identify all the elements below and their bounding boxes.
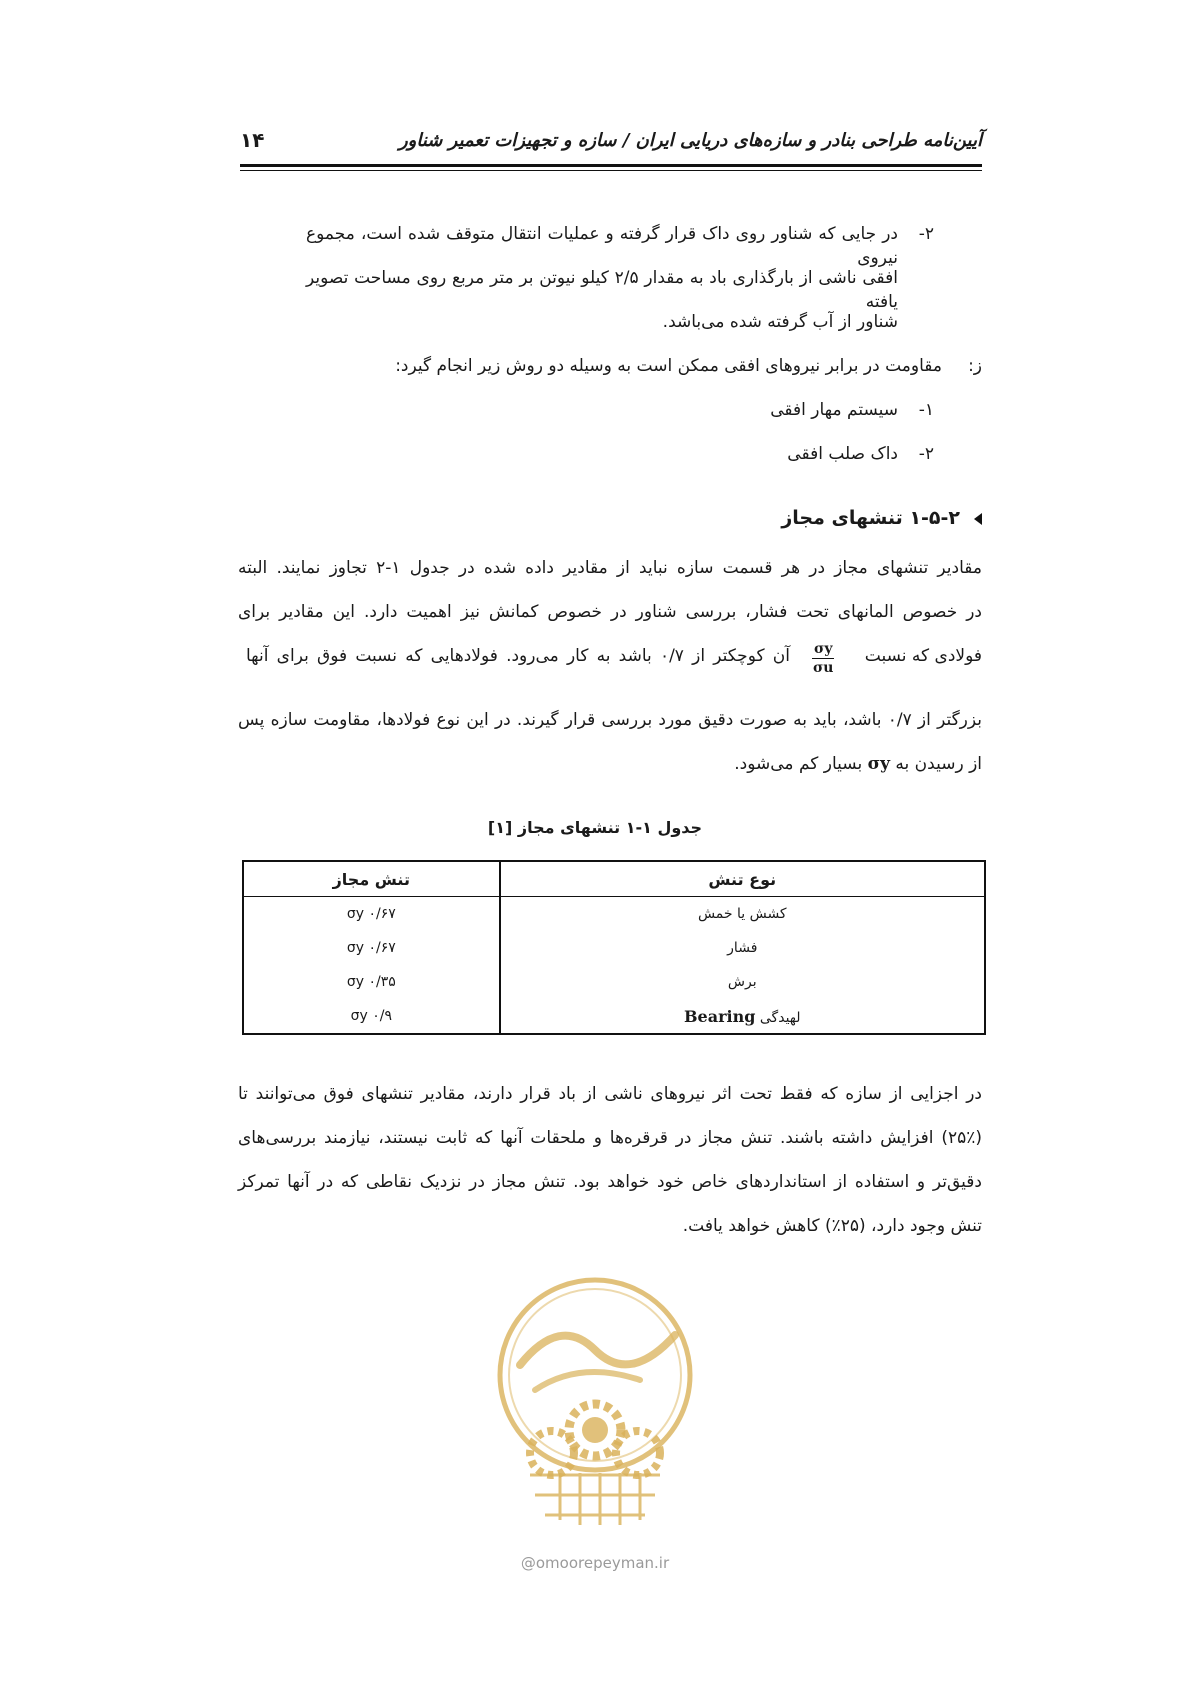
bullet-arrow-icon (974, 513, 982, 525)
cell-allowed-stress: ۰/۹ σy (350, 1008, 392, 1024)
text-line: تنش وجود دارد، (۲۵٪) کاهش خواهد یافت. (682, 1216, 982, 1236)
cell-stress-type: برش (500, 965, 985, 999)
page-header (240, 128, 982, 158)
cell-stress-type: کشش یا خمش (500, 897, 985, 932)
section-title: تنشهای مجاز (781, 507, 903, 529)
cell-stress-type: فشار (500, 931, 985, 965)
text-line: فولادی که نسبت (864, 646, 982, 666)
list-marker: ۲- (918, 224, 934, 244)
page-number: ۱۴ (240, 128, 265, 152)
watermark-site-text: omoorepeyman.ir (535, 1554, 670, 1572)
text-line: مقادیر تنشهای مجاز در هر قسمت سازه نباید از مقادیر داده شده در جدول ۱-۲ تجاوز نمایند. البته (238, 558, 982, 578)
table-caption: جدول ۱-۱ تنشهای مجاز [۱] (487, 818, 703, 837)
text-line (734, 752, 982, 776)
watermark-logo (490, 1275, 700, 1555)
cell-text-fa: لهیدگی (759, 1009, 801, 1026)
section-number: ۱-۵-۲ (909, 507, 960, 529)
section-heading (781, 505, 982, 531)
fraction-denominator: σu (812, 660, 834, 676)
text-line: مقاومت در برابر نیروهای افقی ممکن است به وسیله دو روش زیر انجام گیرد: (395, 356, 942, 376)
sub-list-marker: ۱- (918, 400, 934, 420)
text-line: در جایی که شناور روی داک قرار گرفته و عملیات انتقال متوقف شده است، مجموع نیروی (306, 224, 898, 268)
text-line: آن کوچکتر از ۰/۷ باشد به کار می‌رود. فولادهایی که نسبت فوق برای آنها (246, 646, 790, 666)
text-line: شناور از آب گرفته شده می‌باشد. (662, 312, 898, 332)
watermark-site (0, 1554, 1190, 1572)
allowable-stress-table (242, 860, 986, 1035)
sigma-y-symbol: σy (867, 754, 891, 774)
running-title: آیین‌نامه طراحی بنادر و سازه‌های دریایی ایران / سازه و تجهیزات تعمیر شناور (398, 130, 982, 151)
sub-list-item: سیستم مهار افقی (770, 400, 898, 420)
cell-stress-type (500, 999, 985, 1034)
text-line: افقی ناشی از بارگذاری باد به مقدار ۲/۵ کیلو نیوتن بر متر مربع روی مساحت تصویر یافته (306, 268, 899, 312)
sub-list-item: داک صلب افقی (787, 444, 898, 464)
cell-allowed-stress: ۰/۳۵ σy (346, 974, 396, 990)
text-fragment: از رسیدن به (895, 754, 982, 774)
header-allowed-stress: تنش مجاز (243, 861, 500, 897)
header-stress-type: نوع تنش (500, 861, 985, 897)
cell-allowed-stress: ۰/۶۷ σy (346, 940, 396, 956)
text-line: دقیق‌تر و استفاده از استانداردهای خاص خود خواهد بود. تنش مجاز در نزدیک نقاطی که در آنها تمرکز (238, 1172, 982, 1192)
table-row (243, 897, 985, 932)
table-row (243, 965, 985, 999)
cell-text-en: Bearing (684, 1006, 756, 1026)
stress-ratio-fraction (812, 640, 834, 677)
text-fragment: بسیار کم می‌شود. (734, 754, 863, 774)
text-line: در خصوص المانهای تحت فشار، بررسی شناور در خصوص کمانش نیز اهمیت دارد. این مقادیر برای (238, 602, 982, 622)
table-row (243, 931, 985, 965)
fraction-numerator: σy (814, 641, 833, 657)
header-rule-thick (240, 164, 982, 167)
table-row (243, 999, 985, 1034)
at-icon: @ (520, 1554, 536, 1572)
text-line: (۲۵٪) افزایش داشته باشند. تنش مجاز در قرقره‌ها و ملحقات آنها که ثابت نیستند، نیازمند بررسی‌های (238, 1128, 982, 1148)
list-marker: ز: (968, 356, 982, 376)
table-header-row (243, 861, 985, 897)
cell-allowed-stress: ۰/۶۷ σy (346, 906, 396, 922)
text-line: در اجزایی از سازه که فقط تحت اثر نیروهای ناشی از باد قرار دارند، مقادیر تنشهای فوق می‌توانند تا (238, 1084, 982, 1104)
text-line: بزرگتر از ۰/۷ باشد، باید به صورت دقیق مورد بررسی قرار گیرند. در این نوع فولادها، مقاومت سازه پس (238, 710, 982, 730)
header-rule-thin (240, 170, 982, 171)
sub-list-marker: ۲- (918, 444, 934, 464)
